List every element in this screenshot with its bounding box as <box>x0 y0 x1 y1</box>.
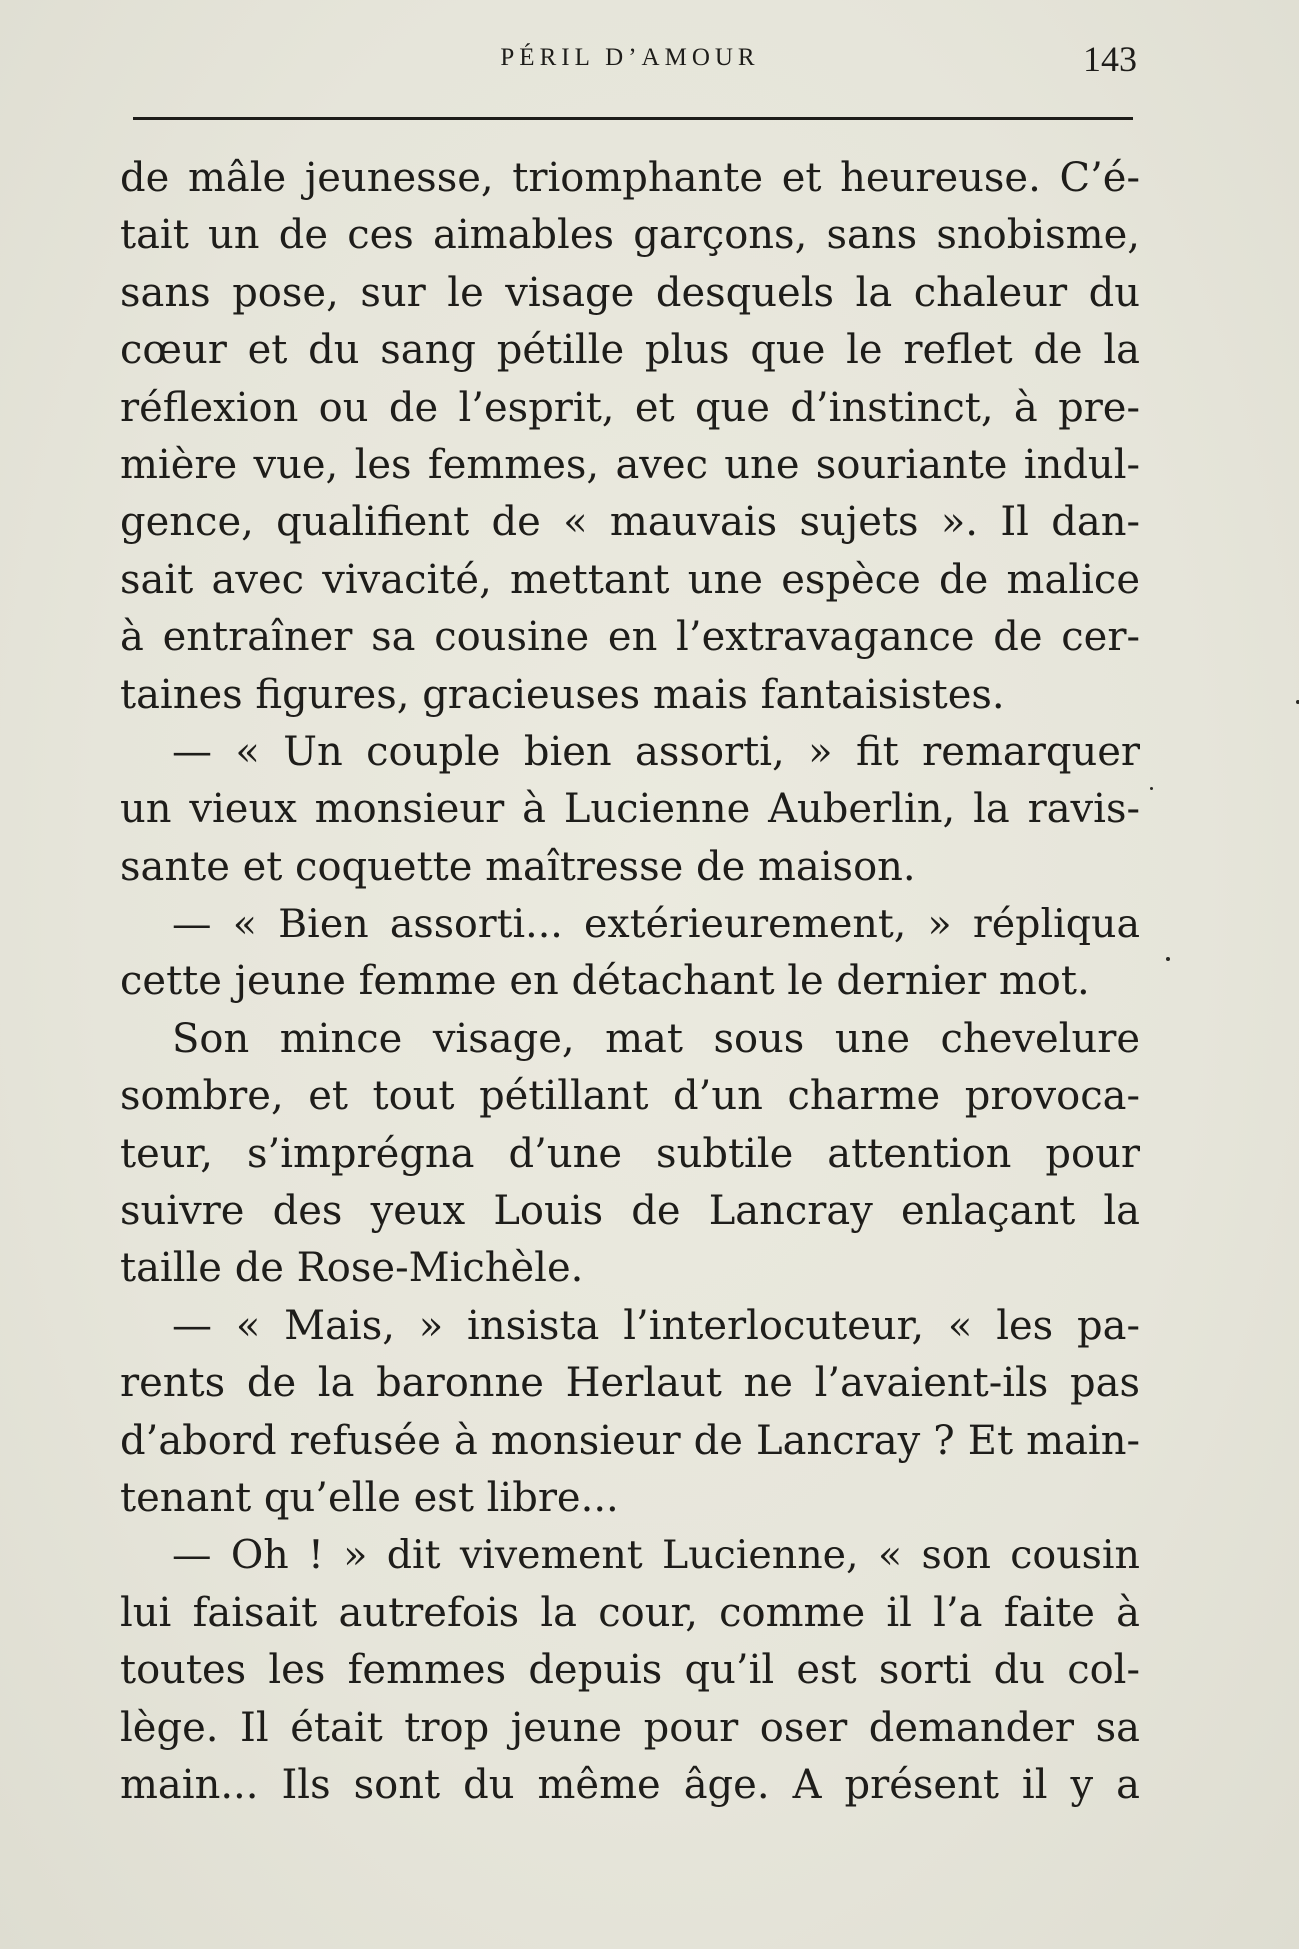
text-line: tait un de ces aimables garçons, sans snobisme, <box>120 212 1140 259</box>
page-header <box>120 38 1140 98</box>
text-line: mière vue, les femmes, avec une souriante indul- <box>120 441 1140 488</box>
text-line: Son mince visage, mat sous une chevelure <box>172 1015 1140 1062</box>
text-line: sante et coquette maîtresse de maison. <box>120 843 916 890</box>
text-line: cœur et du sang pétille plus que le reflet de la <box>120 327 1140 374</box>
body-text <box>120 150 1140 1814</box>
text-line: tenant qu’elle est libre... <box>120 1474 619 1521</box>
text-line: à entraîner sa cousine en l’extravagance de cer- <box>120 614 1140 661</box>
text-line: suivre des yeux Louis de Lancray enlaçant la <box>120 1188 1140 1235</box>
text-line: teur, s’imprégna d’une subtile attention pour <box>120 1130 1140 1177</box>
text-line: taille de Rose-Michèle. <box>120 1245 584 1292</box>
text-line: cette jeune femme en détachant le dernier mot. <box>120 958 1090 1005</box>
text-line: sait avec vivacité, mettant une espèce de malice <box>120 556 1140 603</box>
text-line: — « Un couple bien assorti, » fit remarquer <box>172 728 1140 775</box>
text-line: réflexion ou de l’esprit, et que d’instinct, à pre- <box>120 384 1140 431</box>
header-rule <box>133 117 1133 120</box>
running-title: PÉRIL D’AMOUR <box>500 44 760 71</box>
text-line: toutes les femmes depuis qu’il est sorti du col- <box>120 1647 1140 1694</box>
text-line: taines figures, gracieuses mais fantaisistes. <box>120 671 1005 718</box>
paper-speck <box>1150 787 1153 790</box>
text-line: rents de la baronne Herlaut ne l’avaient-ils pas <box>120 1360 1140 1407</box>
text-line: lui faisait autrefois la cour, comme il l’a faite à <box>120 1589 1140 1636</box>
text-line: un vieux monsieur à Lucienne Auberlin, la ravis- <box>120 786 1140 833</box>
paper-speck <box>1166 957 1170 961</box>
text-line: main... Ils sont du même âge. A présent il y a <box>120 1761 1140 1808</box>
page-number: 143 <box>1083 39 1137 79</box>
text-line: sombre, et tout pétillant d’un charme provoca- <box>120 1073 1140 1120</box>
text-line: lège. Il était trop jeune pour oser demander sa <box>120 1704 1140 1751</box>
text-line: — Oh ! » dit vivement Lucienne, « son cousin <box>172 1532 1140 1579</box>
text-line: — « Mais, » insista l’interlocuteur, « les pa- <box>172 1302 1140 1349</box>
text-line: d’abord refusée à monsieur de Lancray ? Et main- <box>120 1417 1140 1464</box>
text-line: sans pose, sur le visage desquels la chaleur du <box>120 269 1140 316</box>
text-line: de mâle jeunesse, triomphante et heureuse. C’é- <box>120 155 1140 201</box>
text-line: gence, qualifient de « mauvais sujets ». Il dan- <box>120 499 1140 546</box>
text-line: — « Bien assorti... extérieurement, » répliqua <box>172 901 1140 948</box>
